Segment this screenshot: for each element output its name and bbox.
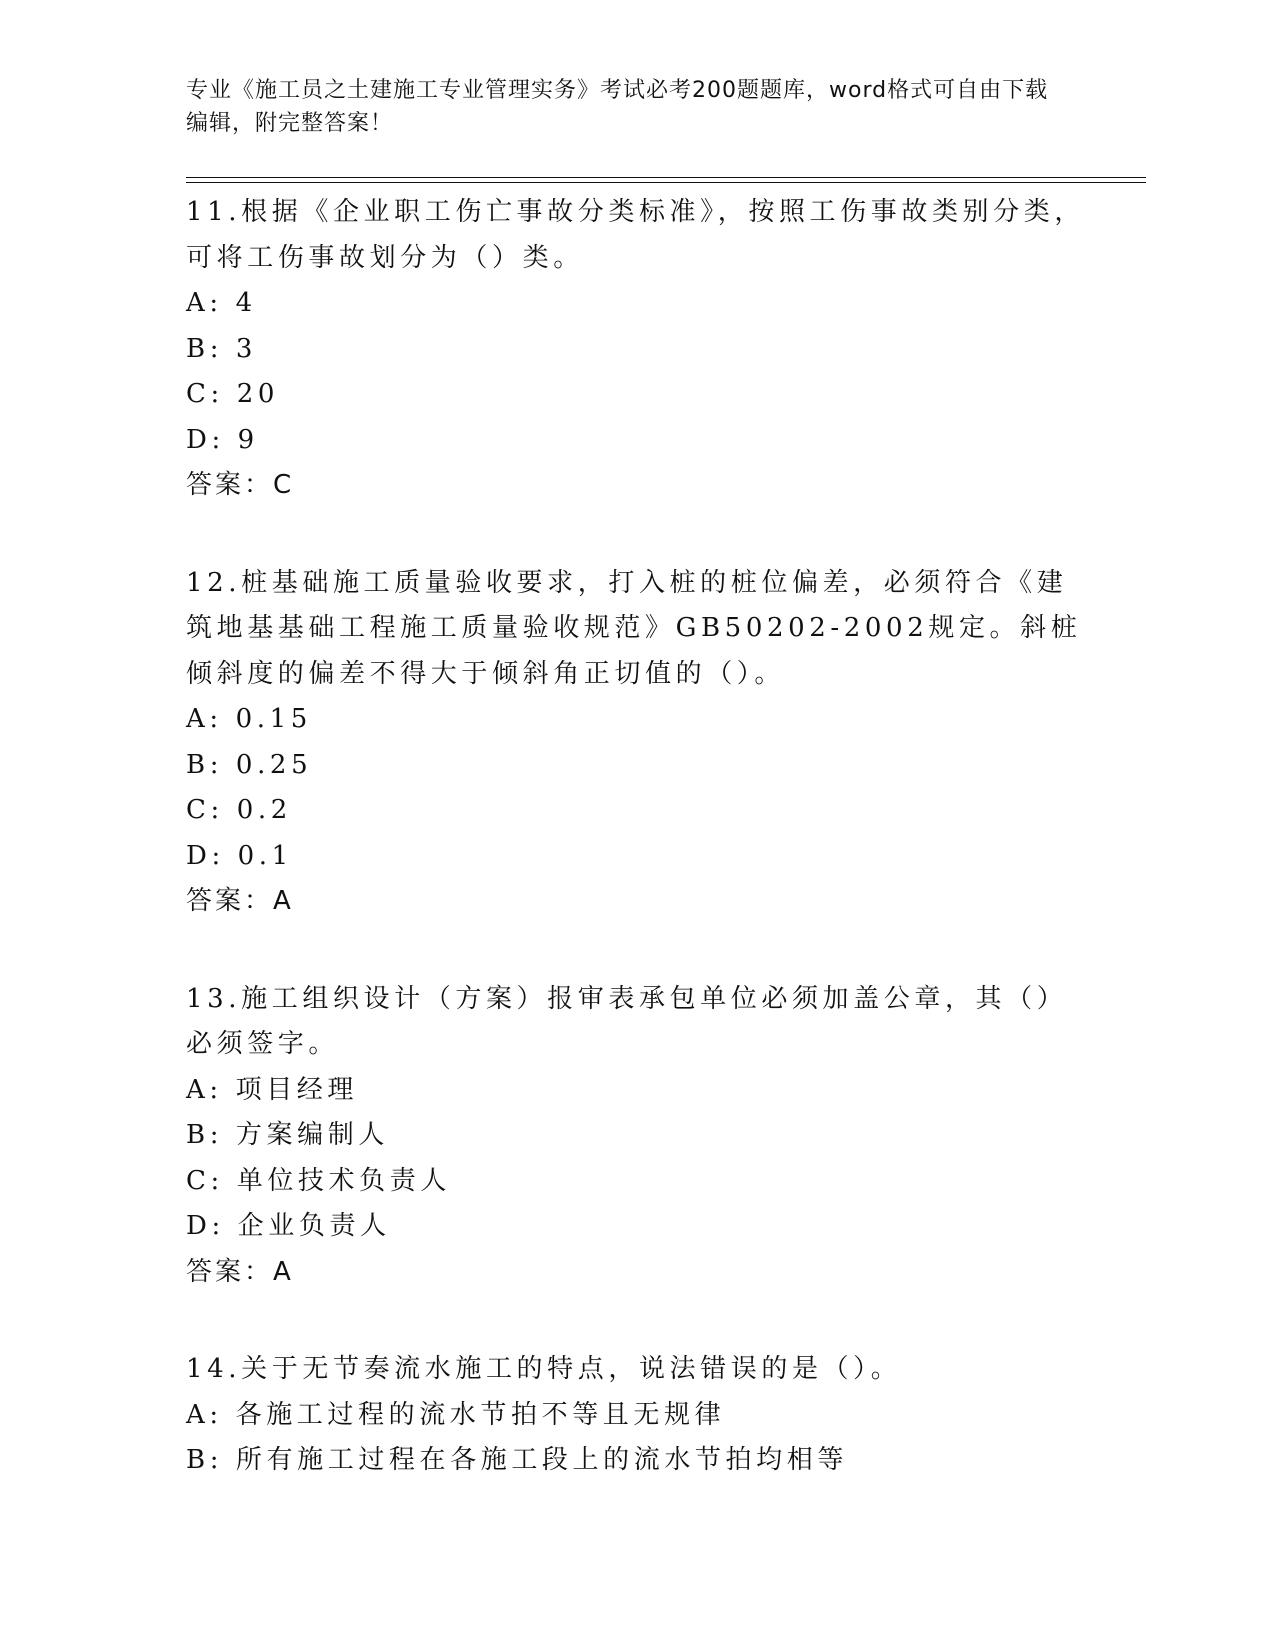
- option-c: C: 0.2: [186, 795, 292, 825]
- option-d: D: 0.1: [186, 840, 293, 871]
- option-a: A: 4: [186, 288, 257, 318]
- option-c: C: 单位技术负责人: [186, 1165, 451, 1196]
- question-stem: 14.关于无节奏流水施工的特点，说法错误的是（）。: [186, 1354, 902, 1384]
- question-stem: 12.桩基础施工质量验收要求，打入桩的桩位偏差，必须符合《建筑地基基础工程施工质量验收规范》GB50202-2002规定。斜桩倾斜度的偏差不得大于倾斜角正切值的（）。: [186, 567, 1082, 689]
- header-rule-top: [186, 177, 1146, 178]
- question-list: [186, 190, 1086, 1536]
- option-d: D: 9: [186, 424, 259, 455]
- option-a: A: 0.15: [186, 704, 312, 734]
- option-b: B: 方案编制人: [186, 1120, 389, 1150]
- question-13: [186, 977, 1086, 1296]
- answer: 答案：C: [186, 470, 295, 500]
- option-b: B: 3: [186, 333, 258, 364]
- header-rule-bottom: [186, 182, 1146, 183]
- option-b: B: 0.25: [186, 749, 313, 780]
- option-c: C: 20: [186, 379, 280, 409]
- option-d: D: 企业负责人: [186, 1211, 391, 1241]
- question-11: [186, 190, 1086, 509]
- question-stem: 11.根据《企业职工伤亡事故分类标准》，按照工伤事故类别分类，可将工伤事故划分为（）类。: [186, 197, 1085, 273]
- question-12: [186, 561, 1086, 925]
- question-stem: 13.施工组织设计（方案）报审表承包单位必须加盖公章，其（）必须签字。: [186, 983, 1068, 1059]
- document-header: 专业《施工员之土建施工专业管理实务》考试必考200题题库，word格式可自由下载编辑，附完整答案！: [186, 78, 1049, 136]
- option-b: B: 所有施工过程在各施工段上的流水节拍均相等: [186, 1445, 848, 1475]
- question-14: [186, 1347, 1086, 1484]
- answer: 答案：A: [186, 1256, 294, 1287]
- answer: 答案：A: [186, 886, 294, 916]
- option-a: A: 各施工过程的流水节拍不等且无规律: [186, 1399, 726, 1430]
- option-a: A: 项目经理: [186, 1074, 359, 1105]
